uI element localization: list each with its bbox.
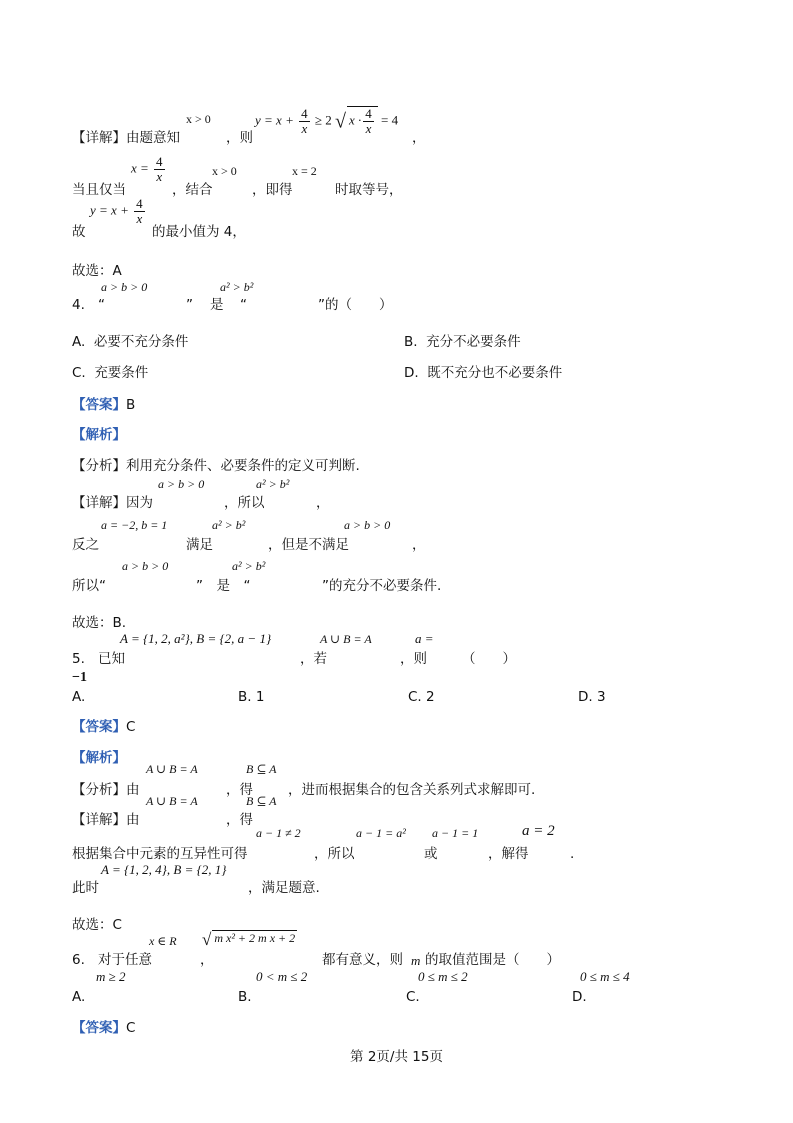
q4-counter-ab: a = −2, b = 1 (101, 518, 168, 532)
q4-answer: 【答案】B (72, 397, 136, 413)
q5-rule-text: 根据集合中元素的互异性可得 (72, 846, 248, 862)
q5-rule-so: ，所以 (314, 846, 355, 862)
q5-known: 已知 (98, 651, 125, 667)
get-text: ，即得 (252, 182, 293, 198)
q5-option-d: D. 3 (578, 689, 606, 705)
page-footer: 第 2页/共 15页 (350, 1049, 443, 1065)
inequality-expression: y = x + $\frac{4}{x}$ ≥ 2 √ x · $\frac{4}{x}$ = 4 (255, 106, 399, 136)
q5-fx-sub: B ⊆ A (246, 762, 277, 776)
q5-analysis-tag: 【解析】 (72, 750, 126, 766)
q4-quote-close-1: ” (186, 297, 193, 313)
q5-paren: （ ） (462, 651, 516, 667)
q5-option-b: B. 1 (238, 689, 265, 705)
q6-range: 的取值范围是（ ） (425, 952, 560, 968)
q5-now-tail: ，满足题意. (248, 880, 320, 896)
q5-detail-start: 【详解】由 (72, 812, 140, 828)
x-equals-2: x = 2 (292, 164, 317, 178)
q4-satisfy: 满足 (186, 537, 213, 553)
q5-option-c: C. 2 (408, 689, 435, 705)
q4-detail: 【详解】因为 (72, 495, 153, 511)
q5-now-text: 此时 (72, 880, 99, 896)
q5-rule-solve: ，解得 (488, 846, 529, 862)
when-text: 当且仅当 (72, 182, 126, 198)
q6-option-a-value: m ≥ 2 (96, 969, 126, 984)
then-text: ，则 (226, 130, 253, 146)
q5-a-eq: a = (415, 631, 434, 646)
q4-fenxi: 【分析】利用充分条件、必要条件的定义可判断. (72, 458, 360, 474)
choose-a: 故选：A (72, 263, 122, 279)
q5-fenxi-start: 【分析】由 (72, 782, 140, 798)
q4-conversely: 反之 (72, 537, 99, 553)
q4-quote-open-1: “ (98, 297, 105, 313)
q4-counter-sq: a² > b² (212, 518, 246, 532)
equality-text: 时取等号， (335, 182, 403, 198)
q6-option-c: C. (406, 989, 420, 1005)
q6-option-b-value: 0 < m ≤ 2 (256, 969, 308, 984)
q5-rule-res: a = 2 (522, 823, 555, 839)
q6-meaningful: 都有意义，则 (322, 952, 403, 968)
q6-comma: ， (200, 952, 214, 968)
x-equals-frac: x = $\frac{4}{x}$ (131, 154, 163, 184)
q6-option-d-value: 0 ≤ m ≤ 4 (580, 969, 630, 984)
q5-rule-eq2: a − 1 = 1 (432, 826, 479, 840)
q4-analysis-tag: 【解析】 (72, 427, 126, 443)
q6-option-b: B. (238, 989, 252, 1005)
q4-choose: 故选：B. (72, 615, 127, 631)
q4-quote-open-2: “ (240, 297, 247, 313)
q4-is: 是 (210, 297, 224, 313)
q5-option-a: A. (72, 689, 86, 705)
q4-so-c1: a > b > 0 (122, 559, 169, 573)
q6-answer: 【答案】C (72, 1020, 136, 1036)
q6-x-in-r: x ∈ R (149, 934, 177, 948)
q4-number: 4. (72, 297, 85, 313)
combine-text: ，结合 (172, 182, 213, 198)
q4-option-a: A. 必要不充分条件 (72, 334, 189, 350)
q5-fenxi-get: ，得 (226, 782, 253, 798)
q6-number: 6. (72, 952, 85, 968)
q5-xj-sub: B ⊆ A (246, 794, 277, 808)
q4-so: ，所以 (224, 495, 265, 511)
q4-so-tail: ”的充分不必要条件. (322, 578, 442, 594)
q4-so-c2: a² > b² (232, 559, 266, 573)
q4-so-text: 所以“ (72, 578, 106, 594)
q4-comma: ， (316, 495, 330, 511)
q4-xj-cond: a > b > 0 (158, 477, 205, 491)
q5-rule-eq1: a − 1 = a² (356, 826, 406, 840)
q5-union: A ∪ B = A (320, 632, 372, 646)
q4-xj-res: a² > b² (256, 477, 290, 491)
q5-detail-get: ，得 (226, 812, 253, 828)
q5-if: ，若 (300, 651, 327, 667)
so-text: 故 (72, 224, 86, 240)
min-value-text: 的最小值为 4， (152, 224, 246, 240)
q5-fx-union: A ∪ B = A (146, 762, 198, 776)
comma: ， (412, 130, 426, 146)
q5-answer: 【答案】C (72, 719, 136, 735)
q4-but: ，但是不满足 (268, 537, 349, 553)
q6-option-a: A. (72, 989, 86, 1005)
q5-rule-end: . (570, 846, 575, 862)
cond-x-positive-2: x > 0 (212, 164, 237, 178)
cond-x-positive: x > 0 (186, 112, 211, 126)
q4-option-b: B. 充分不必要条件 (404, 334, 521, 350)
q4-option-d: D. 既不充分也不必要条件 (404, 365, 563, 381)
function-expression: y = x + $\frac{4}{x}$ (90, 196, 143, 226)
q6-any: 对于任意 (98, 952, 152, 968)
q5-option-a-value: −1 (72, 670, 87, 685)
q5-then: ，则 (400, 651, 427, 667)
q4-cond1-above: a > b > 0 (101, 280, 148, 294)
q6-option-c-value: 0 ≤ m ≤ 2 (418, 969, 468, 984)
q5-rule-neq: a − 1 ≠ 2 (256, 826, 301, 840)
q5-rule-or: 或 (424, 846, 438, 862)
q5-now-sets: A = {1, 2, 4}, B = {2, 1} (101, 862, 227, 877)
q6-option-d: D. (572, 989, 587, 1005)
q4-tail: ”的（ ） (318, 297, 393, 313)
q4-option-c: C. 充要条件 (72, 365, 149, 381)
q6-m-var: m (411, 953, 421, 968)
q5-choose: 故选：C (72, 917, 122, 933)
q5-fenxi-tail: ，进而根据集合的包含关系列式求解即可. (288, 782, 536, 798)
q4-so-is: ” 是 “ (196, 578, 251, 594)
q4-comma-2: ， (412, 537, 426, 553)
q5-xj-union: A ∪ B = A (146, 794, 198, 808)
q5-set-def: A = {1, 2, a²}, B = {2, a − 1} (120, 631, 272, 646)
q6-sqrt-expr: √ m x² + 2 m x + 2 (202, 930, 296, 949)
detail-label: 【详解】由题意知 (72, 130, 180, 146)
q4-counter-abc: a > b > 0 (344, 518, 391, 532)
q4-cond2-above: a² > b² (220, 280, 254, 294)
q5-number: 5. (72, 651, 85, 667)
